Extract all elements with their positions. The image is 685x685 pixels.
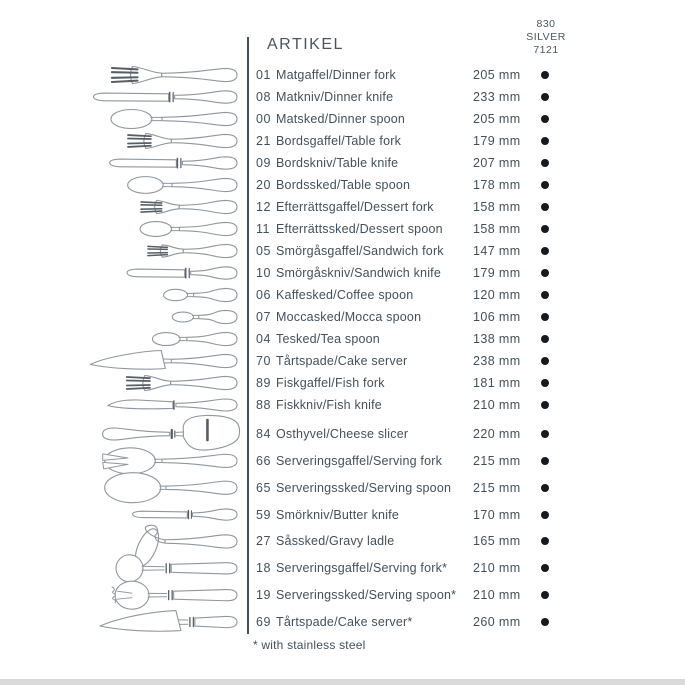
article-number: 19 [256,588,271,603]
article-name: Matsked/Dinner spoon [276,112,406,126]
cutlery-drawings [0,0,247,685]
article-number: 05 [256,244,271,258]
article-number: 04 [256,332,271,346]
table-row [247,196,685,218]
article-size: 179 mm [473,266,521,280]
table-row [247,108,685,130]
availability-dot [541,430,549,438]
article-size: 215 mm [473,453,521,468]
article-size: 158 mm [473,200,521,214]
article-size: 238 mm [473,354,521,368]
table-row [247,421,685,448]
article-name: Kaffesked/Coffee spoon [276,288,414,302]
article-number: 59 [256,507,271,522]
table-row [247,350,685,372]
article-size: 165 mm [473,534,521,549]
serving-spoon-icon [105,473,237,503]
article-size: 120 mm [473,288,521,302]
article-size: 260 mm [473,615,521,630]
table-row [247,218,685,240]
availability-dot [541,484,549,492]
serving-fork-icon [103,448,237,474]
article-number: 00 [256,112,271,126]
article-number: 08 [256,90,271,104]
article-size: 210 mm [473,588,521,603]
series-line: SILVER [526,31,566,43]
availability-dot [541,618,549,626]
article-size: 181 mm [473,376,521,390]
table-row [247,64,685,86]
cake-server-steel-icon [100,611,237,632]
article-name: Efterrättsgaffel/Dessert fork [276,200,434,214]
article-name: Tårtspade/Cake server [276,354,408,368]
article-size: 178 mm [473,178,521,192]
article-size: 207 mm [473,156,521,170]
tea-spoon-icon [152,332,237,345]
article-size: 210 mm [473,398,521,412]
availability-dot [541,564,549,572]
availability-dot [541,401,549,409]
fish-knife-icon [108,399,237,411]
article-name: Bordssked/Table spoon [276,178,411,192]
article-name: Bordsgaffel/Table fork [276,134,402,148]
table-row [247,501,685,528]
article-number: 18 [256,561,271,576]
article-name: Matkniv/Dinner knife [276,90,394,104]
article-name: Bordskniv/Table knife [276,156,399,170]
article-number: 11 [256,222,270,236]
table-row [247,474,685,501]
butter-knife-icon [133,509,237,520]
table-row [247,582,685,609]
article-name: Osthyvel/Cheese slicer [276,427,409,441]
table-row [247,130,685,152]
article-number: 66 [256,453,271,468]
availability-dot [541,511,549,519]
article-name: Tårtspade/Cake server* [276,615,413,630]
article-name: Efterrättssked/Dessert spoon [276,222,443,236]
table-row [247,152,685,174]
dessert-fork-icon [141,200,237,213]
article-size: 147 mm [473,244,521,258]
availability-dot [541,269,549,277]
article-size: 220 mm [473,427,521,441]
article-size: 170 mm [473,507,521,522]
dinner-spoon-icon [111,110,237,129]
table-row [247,86,685,108]
article-name: Serveringsgaffel/Serving fork* [276,561,448,576]
article-name: Smörkniv/Butter knife [276,507,399,522]
series-line: 830 [536,18,556,30]
article-name: Moccasked/Mocca spoon [276,310,422,324]
mocca-spoon-icon [172,310,237,323]
article-size: 233 mm [473,90,521,104]
article-number: 84 [256,427,271,441]
table-row [247,328,685,350]
bottom-band [0,679,685,685]
table-row [247,528,685,555]
sandwich-knife-icon [127,267,237,279]
series-line: 7121 [533,44,559,56]
series-header [516,18,576,57]
article-number: 01 [256,68,271,82]
article-name: Såssked/Gravy ladle [276,534,395,549]
article-name: Fiskkniv/Fish knife [276,398,382,412]
cheese-slicer-icon [103,415,240,450]
availability-dot [541,181,549,189]
article-name: Tesked/Tea spoon [276,332,380,346]
availability-dot [541,93,549,101]
table-row [247,447,685,474]
cake-server-icon [90,351,237,370]
article-name: Fiskgaffel/Fish fork [276,376,385,390]
article-number: 27 [256,534,271,549]
coffee-spoon-icon [164,288,237,301]
availability-dot [541,379,549,387]
table-row [247,262,685,284]
article-size: 158 mm [473,222,521,236]
serving-fork-steel-icon [116,555,237,582]
availability-dot [541,313,549,321]
article-size: 179 mm [473,134,521,148]
article-number: 07 [256,310,271,324]
table-row [247,609,685,636]
dinner-knife-icon [94,91,237,103]
availability-dot [541,537,549,545]
footnote: * with stainless steel [253,638,366,652]
sandwich-fork-icon [148,244,237,257]
table-row [247,240,685,262]
serving-spoon-steel-icon [112,581,237,609]
article-name: Serveringssked/Serving spoon* [276,588,457,603]
table-fork-icon [128,133,237,148]
article-number: 70 [256,354,271,368]
dinner-fork-icon [112,66,237,83]
table-row [247,555,685,582]
availability-dot [541,335,549,343]
article-size: 205 mm [473,112,521,126]
article-name: Smörgåskniv/Sandwich knife [276,266,441,280]
availability-dot [541,591,549,599]
availability-dot [541,457,549,465]
dessert-spoon-icon [140,222,237,237]
article-number: 89 [256,376,271,390]
availability-dot [541,115,549,123]
availability-dot [541,159,549,167]
article-number: 21 [256,134,271,148]
article-size: 210 mm [473,561,521,576]
fish-fork-icon [127,375,237,390]
article-number: 06 [256,288,271,302]
article-number: 10 [256,266,271,280]
table-row [247,394,685,416]
article-size: 215 mm [473,480,521,495]
article-number: 20 [256,178,271,192]
table-row [247,306,685,328]
table-spoon-icon [128,177,237,194]
article-number: 65 [256,480,271,495]
availability-dot [541,203,549,211]
article-number: 12 [256,200,271,214]
article-name: Smörgåsgaffel/Sandwich fork [276,244,444,258]
availability-dot [541,247,549,255]
article-size: 138 mm [473,332,521,346]
availability-dot [541,137,549,145]
article-name: Matgaffel/Dinner fork [276,68,396,82]
article-number: 69 [256,615,271,630]
article-size: 106 mm [473,310,521,324]
availability-dot [541,357,549,365]
table-row [247,372,685,394]
table-row [247,174,685,196]
article-number: 88 [256,398,271,412]
article-name: Serveringssked/Serving spoon [276,480,452,495]
availability-dot [541,291,549,299]
availability-dot [541,71,549,79]
table-row [247,284,685,306]
article-size: 205 mm [473,68,521,82]
page-title: ARTIKEL [267,36,344,53]
availability-dot [541,225,549,233]
article-name: Serveringsgaffel/Serving fork [276,453,443,468]
article-number: 09 [256,156,271,170]
table-knife-icon [110,157,237,169]
